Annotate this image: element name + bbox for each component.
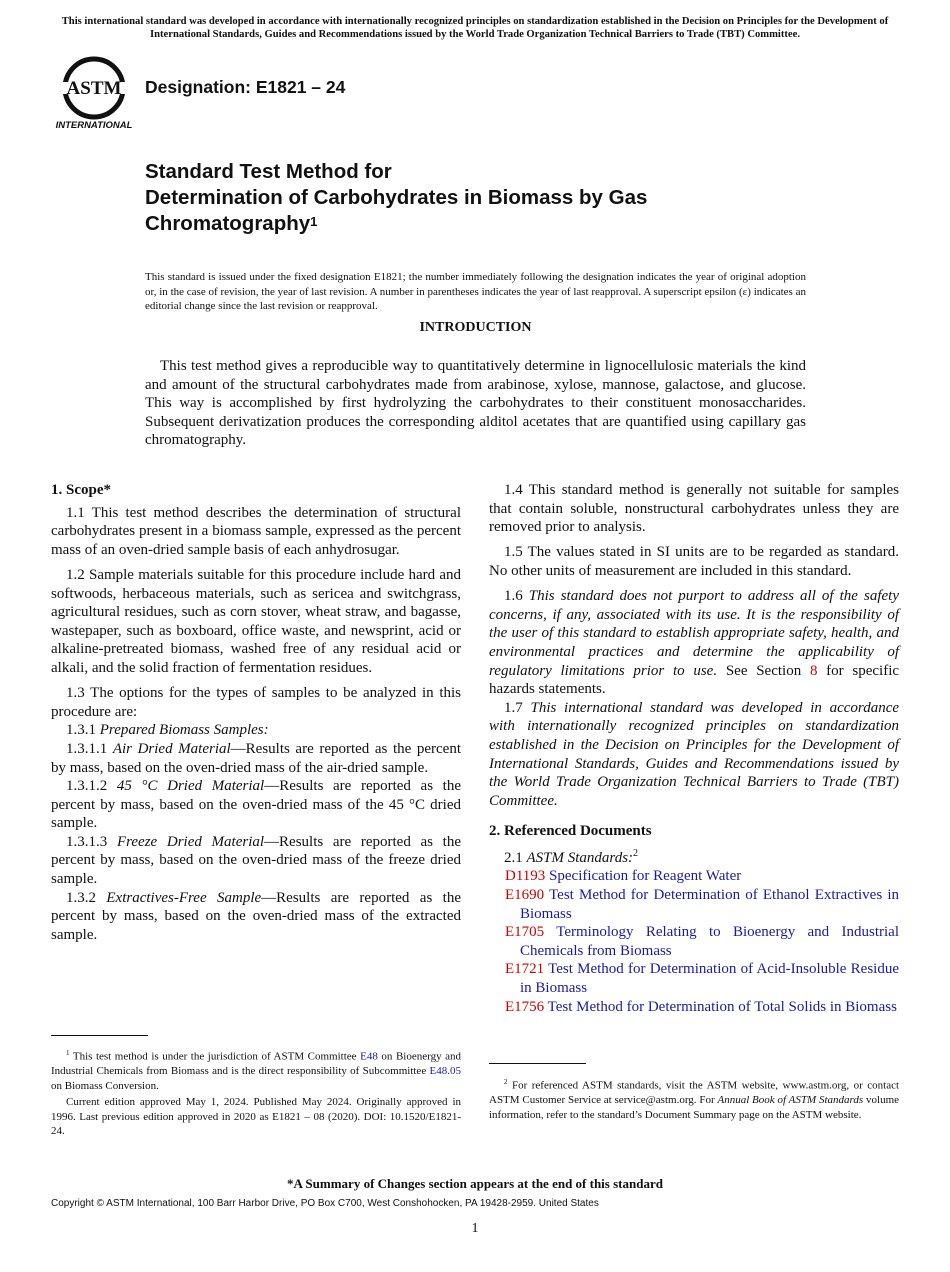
subcommittee-link[interactable]: E48.05 xyxy=(429,1065,461,1078)
reference-item[interactable]: E1690 Test Method for Determination of Ethanol Extractives in Biomass xyxy=(505,887,899,922)
referenced-documents-heading: 2. Referenced Documents xyxy=(489,823,652,840)
para-2-1: 2.1 ASTM Standards:$^2$ xyxy=(504,847,639,866)
reference-item[interactable]: D1193 Specification for Reagent Water xyxy=(505,868,742,885)
footnote-rule-left xyxy=(51,1035,148,1036)
document-title xyxy=(145,159,865,237)
reference-item[interactable]: E1756 Test Method for Determination of Total Solids in Biomass xyxy=(505,998,897,1015)
committee-link[interactable]: E48 xyxy=(360,1050,378,1063)
para-1-3: 1.3 The options for the types of samples to be analyzed in this procedure are: xyxy=(51,685,461,720)
para-1-3-1-2: 1.3.1.2 45 °C Dried Material—Results are reported as the percent by mass, based on the oven-dried mass of the 45 °C dried sample. xyxy=(51,778,461,832)
page-number: 1 xyxy=(471,1221,479,1236)
summary-note: *A Summary of Changes section appears at the end of this standard xyxy=(287,1176,663,1191)
right-column xyxy=(489,481,899,1016)
scope-heading: 1. Scope* xyxy=(51,482,111,498)
astm-logo xyxy=(52,56,136,132)
title-line-2: Determination of Carbohydrates in Biomass by Gas xyxy=(145,186,648,209)
issued-note: This standard is issued under the fixed designation E1821; the number immediately following the designation indicates the year of original adoption or, in the case of revision, the year of last revision. A number in parentheses indicates the year of last reapproval. A superscript epsilon (ε) indicates an editorial change since the last revision or reapproval. xyxy=(145,271,806,312)
reference-item[interactable]: E1705 Terminology Relating to Bioenergy and Industrial Chemicals from Biomass xyxy=(505,924,899,959)
para-1-7: 1.7 This international standard was developed in accordance with internationally recognized principles on standardization established in the Decision on Principles for the Development of International Standards, Guides and Recommendations issued by the World Trade Organization Technical Barriers to Trade (TBT) Committee. xyxy=(489,699,900,809)
para-1-6: 1.6 This standard does not purport to address all of the safety concerns, if any, associated with its use. It is the responsibility of the user of this standard to establish appropriate safety, health, and environmental practices and determine the applicability of regulatory limitations prior to use. See Section 8 for specific hazards statements. xyxy=(489,588,900,698)
logo-subtext: INTERNATIONAL xyxy=(55,120,133,131)
reference-item[interactable]: E1721 Test Method for Determination of Acid-Insoluble Residue in Biomass xyxy=(505,961,899,997)
footnote-1: $^1$ This test method is under the jurisdiction of ASTM Committee E48 on Bioenergy and Industrial Chemicals from Biomass and is the direct responsibility of Subcommittee E48.05 on Biomass Conversion. Current edition approved May 1, 2024. Published May 2024. Originally approved in 1996. Last previous edition approved in 2020 as E1821 – 08 (2020). DOI: 10.1520/E1821-24. xyxy=(51,1049,462,1138)
para-1-3-1-1: 1.3.1.1 Air Dried Material—Results are reported as the percent by mass, based on the oven-dried mass of the air-dried sample. xyxy=(51,740,462,776)
para-1-3-1: 1.3.1 Prepared Biomass Samples: xyxy=(66,722,269,739)
footnote-rule-right xyxy=(489,1063,586,1064)
left-column xyxy=(51,481,461,944)
introduction-text: This test method gives a reproducible way to quantitatively determine in lignocellulosic materials the kind and amount of the structural carbohydrates made from arabinose, xylose, mannose, galactose, and glucose. This way is accomplished by first hydrolyzing the carbohydrates to their constituent monosaccharides. Subsequent derivatization produces the corresponding alditol acetates that are quantified using capillary gas chromatography. xyxy=(145,358,806,449)
footnote-1-edition: Current edition approved May 1, 2024. Published May 2024. Originally approved in 1996. Last previous edition approved in 2020 as E1821 – 08 (2020). DOI: 10.1520/E1821-24. xyxy=(51,1096,461,1138)
para-1-5: 1.5 The values stated in SI units are to be regarded as standard. No other units of measurement are included in this standard. xyxy=(489,544,899,579)
para-1-3-1-3: 1.3.1.3 Freeze Dried Material—Results are reported as the percent by mass, based on the oven-dried mass of the freeze dried sample. xyxy=(51,833,462,888)
section-8-link[interactable]: 8 xyxy=(809,662,818,679)
para-1-1: 1.1 This test method describes the determination of structural carbohydrates present in a biomass sample, expressed as the percent mass of an oven-dried sample basis of each anhydrosugar. xyxy=(51,504,461,558)
footnote-2: $^2$ For referenced ASTM standards, visit the ASTM website, www.astm.org, or contact ASTM Customer Service at service@astm.org. For Annual Book of ASTM Standards volume information, refer to the standard’s Document Summary page on the ASTM website. xyxy=(489,1078,900,1121)
designation: Designation: E1821 – 24 xyxy=(145,77,346,97)
introduction-heading: INTRODUCTION xyxy=(419,320,532,335)
para-1-4: 1.4 This standard method is generally not suitable for samples that contain soluble, nonstructural carbohydrates unless they are removed prior to analysis. xyxy=(489,482,899,536)
para-1-3-2: 1.3.2 Extractives-Free Sample—Results are reported as the percent by mass, based on the oven-dried mass of the extracted sample. xyxy=(51,889,462,943)
logo-text: ASTM xyxy=(66,78,122,99)
top-notice: This international standard was developed in accordance with internationally recognized principles on standardization established in the Decision on Principles for the Development of International Standards, Guides and Recommendations issued by the World Trade Organization Technical Barriers to Trade (TBT) Committee. xyxy=(61,16,889,40)
title-line-1: Standard Test Method for xyxy=(145,160,392,183)
title-footnote-mark: 1 xyxy=(310,214,318,229)
copyright: Copyright © ASTM International, 100 Barr Harbor Drive, PO Box C700, West Conshohocken, PA 19428-2959. United States xyxy=(51,1198,599,1209)
para-1-2: 1.2 Sample materials suitable for this procedure include hard and softwoods, herbaceous materials, such as sericea and switchgrass, agricultural residues, such as corn stover, wheat straw, and bagasse, wastepaper, such as boxboard, office waste, and newsprint, acid or alkaline-pretreated biomass, washed free of any residual acid or alkali, and the solid fraction of fermentation residues. xyxy=(51,566,461,676)
title-line-3: Chromatography xyxy=(145,212,311,235)
